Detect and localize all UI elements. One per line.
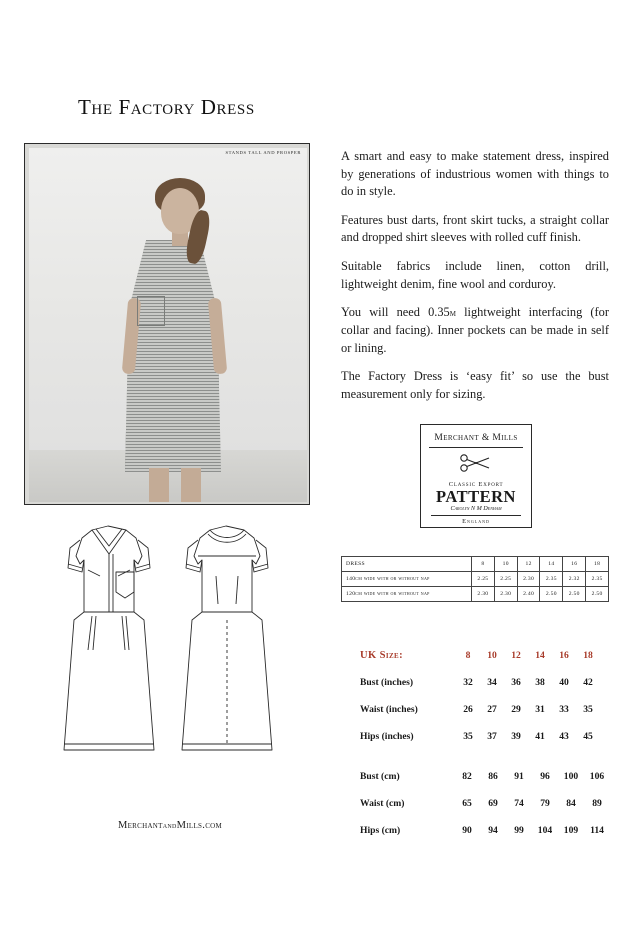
yardage-table — [341, 556, 609, 602]
yardage-cell: 2.50 — [563, 587, 586, 602]
yardage-header-18: 18 — [586, 557, 609, 572]
size-value: 8 — [465, 650, 471, 661]
photo-caption: STANDS TALL AND PROSPER — [225, 150, 301, 155]
scissors-icon — [459, 453, 493, 473]
size-value: 94 — [488, 825, 498, 836]
size-chart-row-values — [454, 771, 610, 782]
page-title: The Factory Dress — [78, 95, 255, 119]
size-value: 39 — [511, 731, 521, 742]
size-value: 100 — [563, 771, 579, 782]
size-chart-row-values — [456, 677, 610, 688]
size-value: 31 — [535, 704, 545, 715]
copy-interfacing-prefix: You will need 0.35 — [341, 305, 450, 320]
size-chart-row-hips-cm — [360, 825, 610, 852]
size-value: 41 — [535, 731, 545, 742]
photo-figure-leg-right — [181, 468, 201, 502]
size-chart-uk-values — [456, 650, 610, 661]
size-value: 69 — [488, 798, 498, 809]
yardage-cell: 2.50 — [586, 587, 609, 602]
size-chart-row-label: Hips (cm) — [360, 825, 401, 836]
size-value: 74 — [514, 798, 524, 809]
description-copy — [341, 148, 609, 415]
yardage-cell: 2.25 — [472, 572, 495, 587]
yardage-header-row — [342, 557, 609, 572]
brand-name: Merchant & Mills — [429, 433, 523, 448]
size-chart-row-values — [454, 825, 610, 836]
size-value: 89 — [592, 798, 602, 809]
size-value: 27 — [487, 704, 497, 715]
size-value: 86 — [488, 771, 498, 782]
copy-paragraph-1: A smart and easy to make statement dress, inspired by generations of industrious women with things to do in style. — [341, 149, 609, 199]
yardage-cell: 2.30 — [472, 587, 495, 602]
yardage-header-12: 12 — [517, 557, 540, 572]
table-row — [342, 587, 609, 602]
photo-figure-leg-left — [149, 468, 169, 502]
size-value: 45 — [583, 731, 593, 742]
size-value: 79 — [540, 798, 550, 809]
yardage-header-10: 10 — [494, 557, 517, 572]
brand-tagline: Classic Export — [448, 481, 504, 488]
footer-brand-tld: .com — [202, 820, 223, 831]
size-value: 90 — [462, 825, 472, 836]
footer-brand — [30, 820, 310, 831]
front-view — [64, 526, 154, 750]
yardage-cell: 2.40 — [517, 587, 540, 602]
size-value: 18 — [583, 650, 593, 661]
brand-logo-block — [420, 424, 532, 528]
size-value: 37 — [487, 731, 497, 742]
copy-paragraph-3: Suitable fabrics include linen, cotton drill, lightweight denim, fine wool and corduroy. — [341, 259, 609, 291]
yardage-header-16: 16 — [563, 557, 586, 572]
size-value: 36 — [511, 677, 521, 688]
brand-country: England — [431, 515, 521, 525]
size-chart-row-hips-inches — [360, 731, 610, 771]
yardage-cell: 2.35 — [586, 572, 609, 587]
size-value: 32 — [463, 677, 473, 688]
size-value: 35 — [583, 704, 593, 715]
technical-drawings — [30, 520, 310, 820]
size-chart-row-waist-inches — [360, 704, 610, 731]
size-chart-row-bust-inches — [360, 677, 610, 704]
copy-interfacing-suffix: lightweight interfacing (for collar and facing). Inner pockets can be made in self or lining. — [341, 305, 609, 355]
size-value: 114 — [590, 825, 604, 836]
size-value: 29 — [511, 704, 521, 715]
yardage-cell: 2.32 — [563, 572, 586, 587]
size-value: 96 — [540, 771, 550, 782]
yardage-cell: 2.30 — [517, 572, 540, 587]
brand-signature: Carolyn N M Denham — [450, 505, 502, 513]
model-photo — [24, 143, 310, 505]
size-value: 16 — [559, 650, 569, 661]
photo-figure-dress — [125, 240, 221, 472]
yardage-cell: 2.50 — [540, 587, 563, 602]
size-chart-uk-row — [360, 650, 610, 677]
size-value: 33 — [559, 704, 569, 715]
yardage-row-label-120: 120cm wide with or without nap — [342, 587, 472, 602]
size-value: 109 — [563, 825, 579, 836]
size-value: 34 — [487, 677, 497, 688]
size-chart-row-label: Bust (inches) — [360, 677, 414, 688]
footer-brand-and: and — [162, 821, 177, 830]
photo-figure-pocket — [137, 296, 165, 326]
technical-drawing-svg — [30, 520, 310, 820]
size-value: 26 — [463, 704, 473, 715]
model-photo-image — [29, 148, 307, 502]
footer-brand-merchant: Merchant — [117, 820, 163, 831]
back-view — [182, 526, 272, 750]
copy-paragraph-4 — [341, 304, 609, 357]
size-value: 65 — [462, 798, 472, 809]
yardage-header-14: 14 — [540, 557, 563, 572]
size-value: 38 — [535, 677, 545, 688]
size-chart-row-values — [456, 704, 610, 715]
size-chart-row-bust-cm — [360, 771, 610, 798]
yardage-row-label-140: 140cm wide with or without nap — [342, 572, 472, 587]
yardage-cell: 2.30 — [494, 587, 517, 602]
size-value: 14 — [535, 650, 545, 661]
size-chart-row-values — [456, 731, 610, 742]
copy-paragraph-2: Features bust darts, front skirt tucks, a straight collar and dropped shirt sleeves with rolled cuff finish. — [341, 212, 609, 245]
size-value: 99 — [514, 825, 524, 836]
yardage-cell: 2.25 — [494, 572, 517, 587]
size-value: 91 — [514, 771, 524, 782]
copy-paragraph-5: The Factory Dress is ‘easy fit’ so use the bust measurement only for sizing. — [341, 369, 609, 401]
copy-interfacing-unit: m — [449, 308, 456, 320]
yardage-header-dress: DRESS — [342, 557, 472, 572]
size-value: 40 — [559, 677, 569, 688]
size-value: 35 — [463, 731, 473, 742]
brand-pattern-word: PATTERN — [436, 487, 516, 506]
size-value: 42 — [583, 677, 593, 688]
size-value: 43 — [559, 731, 569, 742]
size-chart-row-label: Waist (cm) — [360, 798, 405, 809]
size-chart — [360, 650, 610, 852]
size-value: 12 — [511, 650, 521, 661]
size-chart-row-label: Bust (cm) — [360, 771, 400, 782]
size-value: 106 — [589, 771, 605, 782]
size-chart-uk-label: UK Size: — [360, 650, 403, 661]
footer-brand-mills: Mills — [176, 820, 203, 831]
size-chart-row-values — [454, 798, 610, 809]
table-row — [342, 572, 609, 587]
size-chart-row-label: Waist (inches) — [360, 704, 418, 715]
size-chart-row-label: Hips (inches) — [360, 731, 414, 742]
size-value: 84 — [566, 798, 576, 809]
size-chart-row-waist-cm — [360, 798, 610, 825]
yardage-header-8: 8 — [472, 557, 495, 572]
size-value: 10 — [487, 650, 497, 661]
yardage-cell: 2.35 — [540, 572, 563, 587]
size-value: 104 — [537, 825, 553, 836]
size-value: 82 — [462, 771, 472, 782]
